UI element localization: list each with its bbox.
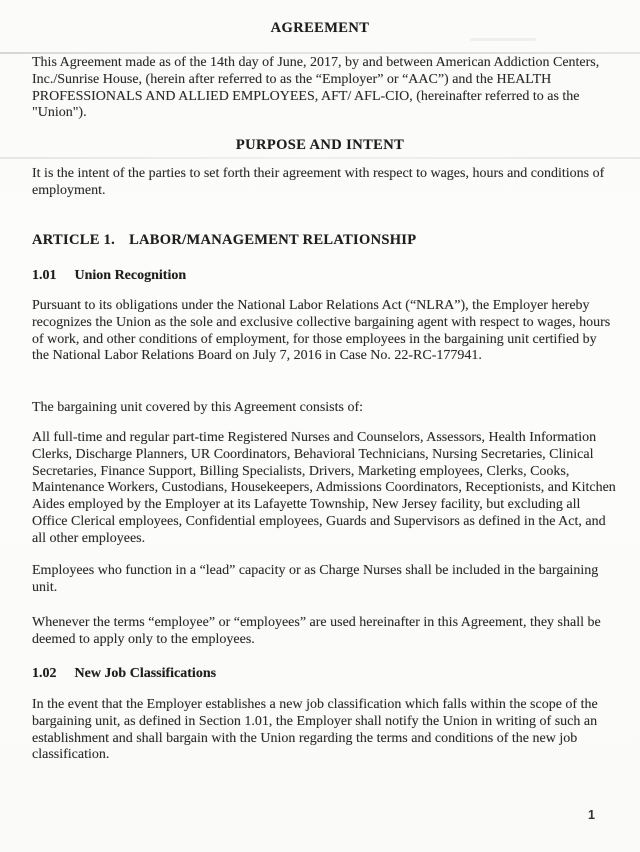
intro-paragraph: This Agreement made as of the 14th day of June, 2017, by and between American Addiction Centers, Inc./Sunrise House, (herein after referred to as the “Employer” or “AAC”) and the HEALTH PROFESSIONALS AND ALLIED EMPLOYEES, AFT/ AFL-CIO, (hereinafter referred to as the "Union"). <box>32 55 600 121</box>
article-1-label: ARTICLE 1. <box>32 232 116 248</box>
document-title: AGREEMENT <box>270 20 370 36</box>
article-1-title: LABOR/MANAGEMENT RELATIONSHIP <box>129 232 417 248</box>
section-1-01-title: Union Recognition <box>74 268 187 283</box>
lead-capacity-paragraph: Employees who function in a “lead” capacity or as Charge Nurses shall be included in the bargaining unit. <box>32 563 599 595</box>
employee-terms-paragraph: Whenever the terms “employee” or “employees” are used hereinafter in this Agreement, they shall be deemed to apply only to the employees. <box>32 615 601 647</box>
scan-line-artifact-middle <box>0 157 640 159</box>
article-1-heading <box>32 232 416 249</box>
purpose-and-intent-heading: PURPOSE AND INTENT <box>235 137 405 153</box>
section-1-02-number: 1.02 <box>32 666 57 681</box>
section-1-01-number: 1.01 <box>32 268 57 283</box>
scan-smudge-artifact <box>470 38 536 41</box>
bargaining-unit-intro-paragraph: The bargaining unit covered by this Agreement consists of: <box>32 400 364 415</box>
new-job-classification-paragraph: In the event that the Employer establishes a new job classification which falls within the scope of the bargaining unit, as defined in Section 1.01, the Employer shall notify the Union in writing of such an establishment and shall bargain with the Union regarding the terms and conditions of the new job classification. <box>32 697 598 763</box>
bargaining-unit-list-paragraph: All full-time and regular part-time Registered Nurses and Counselors, Assessors, Health Information Clerks, Discharge Planners, UR Coordinators, Behavioral Technicians, Nursing Secretaries, Clinical Secretaries, Finance Support, Billing Specialists, Drivers, Marketing employees, Clerks, Cooks, Maintenance Workers, Custodians, Housekeepers, Admissions Coordinators, Receptionists, and Kitchen Aides employed by the Employer at its Lafayette Township, New Jersey facility, but excluding all Office Clerical employees, Confidential employees, Guards and Supervisors as defined in the Act, and all other employees. <box>32 430 616 546</box>
section-1-02-heading <box>32 666 216 682</box>
section-1-01-heading <box>32 268 186 284</box>
page-number: 1 <box>588 808 595 822</box>
section-1-02-title: New Job Classifications <box>74 666 217 681</box>
purpose-paragraph: It is the intent of the parties to set forth their agreement with respect to wages, hours and conditions of employment. <box>32 166 605 198</box>
scan-line-artifact-top <box>0 52 640 54</box>
union-recognition-paragraph: Pursuant to its obligations under the National Labor Relations Act (“NLRA”), the Employer hereby recognizes the Union as the sole and exclusive collective bargaining agent with respect to wages, hours of work, and other conditions of employment, for those employees in the bargaining unit certified by the National Labor Relations Board on July 7, 2016 in Case No. 22-RC-177941. <box>32 298 611 364</box>
